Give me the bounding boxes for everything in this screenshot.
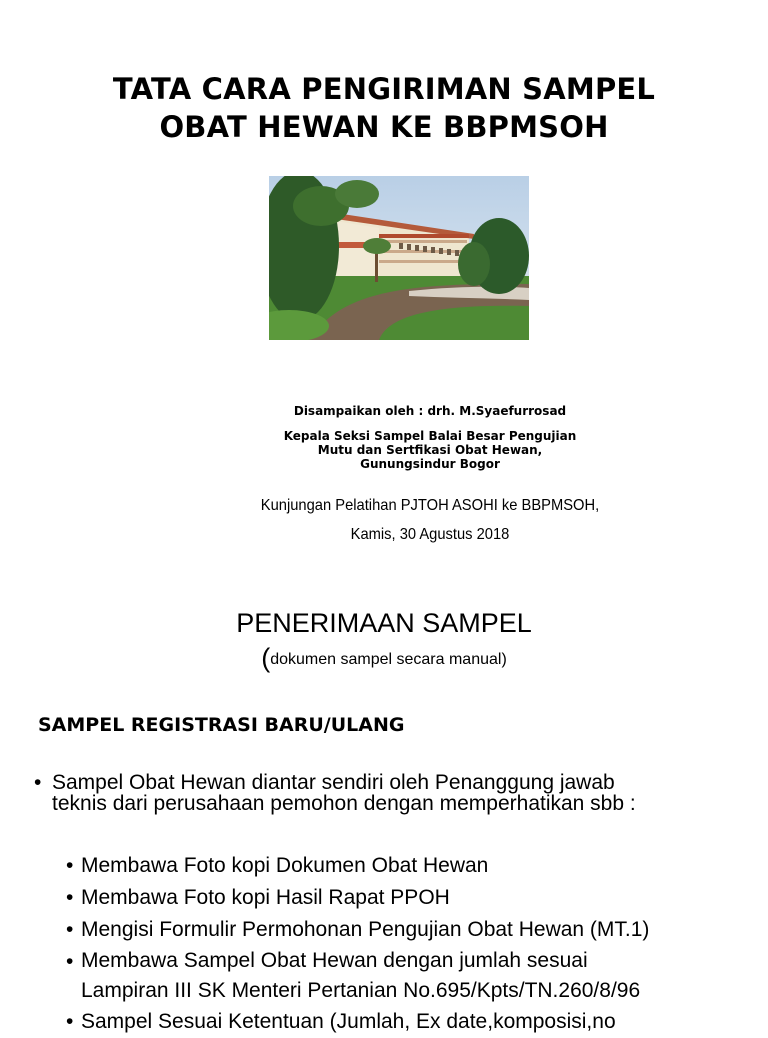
registration-heading: SAMPEL REGISTRASI BARU/ULANG: [38, 714, 405, 736]
bullet-icon: •: [34, 771, 42, 794]
requirement-list: [66, 850, 756, 1038]
presenter-role-line-1: Kepala Seksi Sampel Balai Besar Pengujian: [283, 429, 577, 443]
list-item: [66, 914, 756, 946]
presenter-by-text: Disampaikan oleh : drh. M.Syaefurrosad: [293, 404, 567, 418]
bullet-icon: •: [66, 950, 74, 973]
main-bullet-line-2: teknis dari perusahaan pemohon dengan memperhatikan sbb :: [52, 792, 636, 815]
bullet-icon: •: [66, 918, 74, 941]
list-item-text: Sampel Sesuai Ketentuan (Jumlah, Ex date,komposisi,no: [81, 1010, 616, 1033]
title-line-2: OBAT HEWAN KE BBPMSOH: [159, 110, 609, 144]
list-item-text-line-2: Lampiran III SK Menteri Pertanian No.695/Kpts/TN.260/8/96: [81, 979, 641, 1002]
presenter-by: [200, 404, 660, 418]
list-item-text: Membawa Sampel Obat Hewan dengan jumlah sesuai: [81, 949, 588, 972]
section-subtitle: [0, 643, 768, 674]
event-date: Kamis, 30 Agustus 2018: [350, 526, 510, 543]
bullet-icon: •: [66, 854, 74, 877]
page-title: [0, 70, 768, 146]
section-subtitle-text: dokumen sampel secara manual): [270, 651, 507, 668]
list-item-text: Membawa Foto kopi Dokumen Obat Hewan: [81, 854, 489, 877]
list-item-text: Mengisi Formulir Permohonan Pengujian Obat Hewan (MT.1): [81, 918, 650, 941]
list-item-text: Membawa Foto kopi Hasil Rapat PPOH: [81, 886, 450, 909]
main-bullet-line-1: Sampel Obat Hewan diantar sendiri oleh Penanggung jawab: [52, 771, 615, 794]
section-title: PENERIMAAN SAMPEL: [236, 608, 532, 638]
bullet-icon: •: [66, 886, 74, 909]
building-photo-icon: [269, 176, 529, 340]
main-bullet: [34, 772, 754, 814]
list-item: [66, 1006, 756, 1038]
bullet-icon: •: [66, 1010, 74, 1033]
title-line-1: TATA CARA PENGIRIMAN SAMPEL: [112, 72, 656, 106]
list-item: [66, 882, 756, 914]
section-subtitle-paren: (: [261, 643, 271, 673]
presenter-role-line-3: Gunungsindur Bogor: [360, 457, 500, 471]
list-item: [66, 850, 756, 882]
list-item: [66, 946, 756, 1006]
building-photo: [269, 176, 529, 340]
presenter-role: [200, 429, 660, 471]
event-line-1: Kunjungan Pelatihan PJTOH ASOHI ke BBPMSOH,: [260, 497, 600, 514]
presenter-role-line-2: Mutu dan Sertfikasi Obat Hewan,: [317, 443, 543, 457]
